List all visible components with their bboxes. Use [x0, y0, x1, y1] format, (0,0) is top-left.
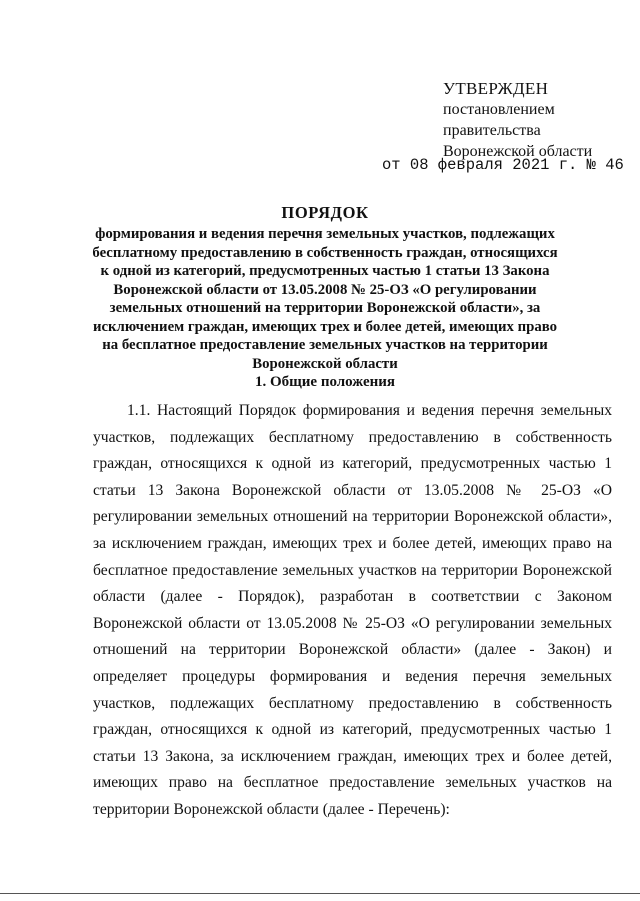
approval-stamp [443, 78, 592, 162]
bottom-divider [0, 893, 640, 894]
approval-date: от 08 февраля 2021 г. № 46 [382, 156, 624, 174]
document-title: ПОРЯДОК [281, 203, 369, 222]
section-heading: 1. Общие положения [254, 374, 396, 390]
title-block [90, 203, 560, 373]
approval-line-3: Воронежской области [443, 143, 593, 160]
paragraph-1-1: 1.1. Настоящий Порядок формирования и ведения перечня земельных участков, подлежащих бесплатному предоставлению в собственность граждан, относящихся к одной из категорий, предусмотренных частью 1 статьи 13 Закона Воронежской области от 13.05.2008 № 25-ОЗ «О регулировании земельных отношений на территории Воронежской области», за исключением граждан, имеющих трех и более детей, имеющих право на бесплатное предоставление земельных участков на территории Воронежской области (далее - Порядок), разработан в соответствии с Законом Воронежской области от 13.05.2008 № 25-ОЗ «О регулировании земельных отношений на территории Воронежской области» (далее - Закон) и определяет процедуры формирования и ведения перечня земельных участков, подлежащих бесплатному предоставлению в собственность граждан, относящихся к одной из категорий, предусмотренных частью 1 статьи 13 Закона, за исключением граждан, имеющих трех и более детей, имеющих право на бесплатное предоставление земельных участков на территории Воронежской области (далее - Перечень): [93, 402, 612, 818]
approval-line-1: постановлением [443, 101, 555, 118]
approval-line-2: правительства [443, 122, 541, 139]
approval-approved: УТВЕРЖДЕН [443, 79, 549, 98]
document-subtitle: формирования и ведения перечня земельных участков, подлежащих бесплатному предоставлению в собственность граждан, относящихся к одной из категорий, предусмотренных частью 1 статьи 13 Закона Воронежской области от 13.05.2008 № 25-ОЗ «О регулировании земельных отношений на территории Воронежской области», за исключением граждан, имеющих трех и более детей, имеющих право на бесплатное предоставление земельных участков на территории Воронежской области [92, 226, 558, 372]
